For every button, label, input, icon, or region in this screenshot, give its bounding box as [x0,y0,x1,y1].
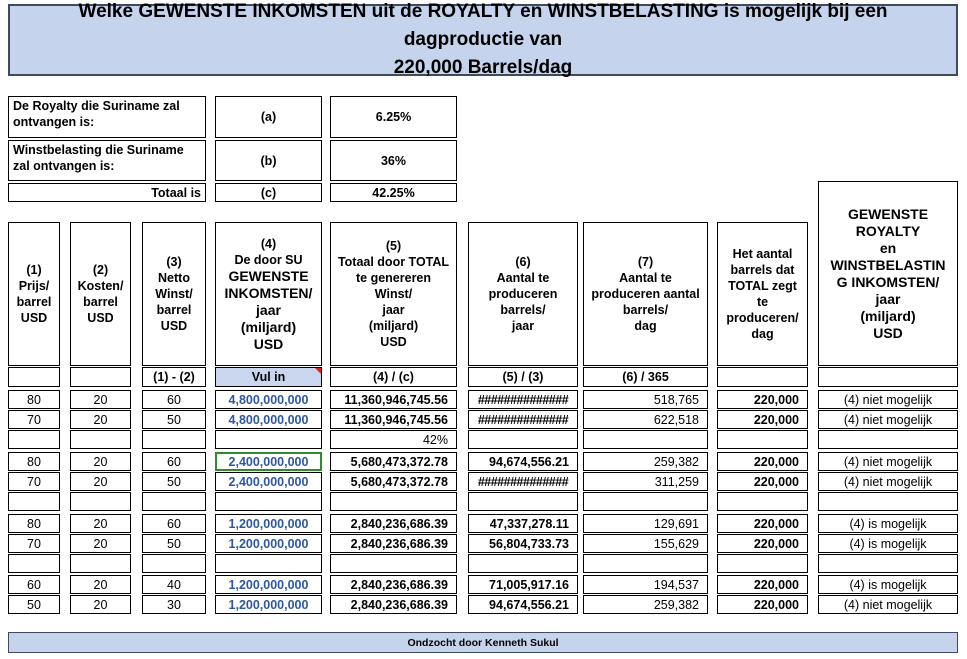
table-cell-barrels-dag[interactable]: 259,382 [583,452,708,471]
header-line: barrel [83,295,118,309]
table-cell-conclusie[interactable]: (4) is mogelijk [818,534,958,553]
table-cell-blank[interactable] [8,430,60,449]
table-cell-gewenste-inkomsten[interactable]: 4,800,000,000 [215,390,322,409]
table-cell-conclusie[interactable]: (4) is mogelijk [818,575,958,594]
header-line: WINSTBELASTIN [830,256,946,273]
header-line: (1) [26,263,42,277]
table-cell-blank[interactable] [215,554,322,573]
table-cell-prijs[interactable]: 80 [8,452,60,471]
table-cell-total-barrels-dag[interactable]: 220,000 [717,390,808,409]
table-cell-blank[interactable] [8,492,60,511]
header-barrels-jaar [468,222,578,366]
header-line: TOTAL zegt [728,279,797,293]
header-line: (miljard) [240,318,297,335]
table-cell-kosten[interactable]: 20 [70,595,131,614]
table-cell-blank[interactable] [818,554,958,573]
header-line: barrels/ [622,303,669,317]
header-line: produceren/ [726,311,799,325]
table-cell-total-barrels-dag[interactable]: 220,000 [717,595,808,614]
table-cell-total-barrels-dag[interactable]: 220,000 [717,575,808,594]
param-value-royalty[interactable]: 6.25% [330,96,457,138]
header-line: (2) [92,263,109,277]
table-cell-blank[interactable] [330,492,457,511]
formula-barrels-dag: (6) / 365 [583,367,708,387]
table-cell-blank[interactable] [468,554,578,573]
header-line: produceren [488,287,558,301]
header-gewenste-inkomsten [215,222,322,366]
param-code-a: (a) [215,96,322,138]
table-cell-barrels-jaar[interactable]: ############## [468,472,578,491]
header-line: dag [751,327,774,341]
param-value-winstbelasting[interactable]: 36% [330,140,457,181]
header-line: produceren aantal [591,287,700,301]
table-cell-gewenste-inkomsten[interactable]: 2,400,000,000 [215,452,322,471]
header-line: USD [160,319,188,333]
table-cell-prijs[interactable]: 70 [8,410,60,429]
table-cell-kosten[interactable]: 20 [70,390,131,409]
table-cell-netto-winst[interactable]: 60 [142,514,206,533]
table-cell-conclusie[interactable]: (4) is mogelijk [818,514,958,533]
table-cell-blank[interactable] [215,492,322,511]
table-cell-blank[interactable] [330,554,457,573]
header-line: (6) [515,255,531,269]
header-line: (3) [166,255,182,269]
table-cell-blank[interactable] [468,430,578,449]
table-cell-totaal-winst[interactable]: 5,680,473,372.78 [330,452,457,471]
table-cell-netto-winst[interactable]: 40 [142,575,206,594]
title-line-1: Welke GEWENSTE INKOMSTEN uit de ROYALTY en WINSTBELASTING is mogelijk bij een dagproductie van [78,1,888,50]
formula-barrels-jaar: (5) / (3) [468,367,578,387]
table-cell-prijs[interactable]: 80 [8,390,60,409]
table-cell-gewenste-inkomsten[interactable]: 1,200,000,000 [215,595,322,614]
header-line: (miljard) [860,307,916,324]
table-cell-barrels-dag[interactable]: 194,537 [583,575,708,594]
table-cell-blank[interactable] [583,492,708,511]
table-cell-totaal-winst[interactable]: 11,360,946,745.56 [330,410,457,429]
table-cell-barrels-jaar[interactable]: 56,804,733.73 [468,534,578,553]
table-cell-blank[interactable] [468,492,578,511]
header-line: te genereren [355,271,432,285]
header-line: jaar [875,290,901,307]
header-line: Kosten/ [77,279,124,293]
header-line: barrel [156,303,192,317]
header-line: barrels/ [500,303,546,317]
table-cell-blank[interactable] [583,430,708,449]
table-cell-total-barrels-dag[interactable]: 220,000 [717,472,808,491]
table-cell-prijs[interactable]: 60 [8,575,60,594]
header-line: USD [20,311,48,325]
header-line: barrel [16,295,52,309]
header-netto-winst [142,222,206,366]
table-cell-blank[interactable] [215,430,322,449]
table-cell-blank[interactable] [818,492,958,511]
param-code-c: (c) [215,183,322,202]
comment-indicator-icon[interactable] [315,368,321,374]
header-line: G INKOMSTEN/ [836,273,940,290]
param-label-winstbelasting: Winstbelasting die Suriname zal ontvangen is: [8,140,206,181]
header-totaal-winst [330,222,457,366]
header-kosten [70,222,131,366]
header-prijs [8,222,60,366]
table-cell-barrels-dag[interactable]: 129,691 [583,514,708,533]
header-line: GEWENSTE [228,267,309,284]
table-cell-gewenste-inkomsten[interactable]: 2,400,000,000 [215,472,322,491]
header-line: Winst/ [155,287,193,301]
header-line: (4) [260,236,277,251]
percent-note[interactable]: 42% [330,430,457,449]
formula-kosten [70,367,131,387]
table-cell-totaal-winst[interactable]: 2,840,236,686.39 [330,534,457,553]
header-barrels-dag [583,222,708,366]
header-line: De door SU [234,252,303,267]
table-cell-blank[interactable] [717,492,808,511]
header-line: Netto [158,271,190,285]
table-cell-prijs[interactable]: 70 [8,534,60,553]
header-line: GEWENSTE [847,205,929,222]
table-cell-totaal-winst[interactable]: 2,840,236,686.39 [330,575,457,594]
table-cell-barrels-jaar[interactable]: 94,674,556.21 [468,452,578,471]
table-cell-totaal-winst[interactable]: 2,840,236,686.39 [330,514,457,533]
table-cell-blank[interactable] [583,554,708,573]
header-line: ROYALTY [855,222,921,239]
header-line: te [756,295,769,309]
header-line: INKOMSTEN/ [224,284,313,301]
header-line: en [879,239,897,256]
table-cell-kosten[interactable]: 20 [70,410,131,429]
header-line: dag [634,319,657,333]
header-line: Aantal te [496,271,550,285]
table-cell-netto-winst[interactable]: 50 [142,410,206,429]
formula-netto-winst: (1) - (2) [142,367,206,387]
table-cell-barrels-dag[interactable]: 622,518 [583,410,708,429]
table-cell-conclusie[interactable]: (4) niet mogelijk [818,595,958,614]
header-line: jaar [382,303,405,317]
table-cell-barrels-jaar[interactable]: 94,674,556.21 [468,595,578,614]
table-cell-barrels-jaar[interactable]: ############## [468,410,578,429]
header-total-barrels-dag [717,222,808,366]
table-cell-kosten[interactable]: 20 [70,452,131,471]
table-cell-totaal-winst[interactable]: 2,840,236,686.39 [330,595,457,614]
table-cell-prijs[interactable]: 50 [8,595,60,614]
table-cell-blank[interactable] [142,554,206,573]
table-cell-gewenste-inkomsten[interactable]: 4,800,000,000 [215,410,322,429]
title-line-2: 220,000 Barrels/dag [393,57,573,78]
formula-totaal-winst: (4) / (c) [330,367,457,387]
table-cell-blank[interactable] [717,430,808,449]
table-cell-netto-winst[interactable]: 50 [142,534,206,553]
header-line: (7) [637,255,654,269]
table-cell-total-barrels-dag[interactable]: 220,000 [717,452,808,471]
table-cell-blank[interactable] [717,554,808,573]
table-cell-netto-winst[interactable]: 60 [142,390,206,409]
page-title-banner [8,1,958,78]
table-cell-gewenste-inkomsten[interactable]: 1,200,000,000 [215,575,322,594]
table-cell-kosten[interactable]: 20 [70,472,131,491]
param-label-totaal: Totaal is [8,183,206,202]
header-line: jaar [511,319,535,333]
table-cell-barrels-dag[interactable]: 155,629 [583,534,708,553]
param-code-b: (b) [215,140,322,181]
header-line: Winst/ [374,287,413,301]
table-cell-netto-winst[interactable]: 30 [142,595,206,614]
table-cell-total-barrels-dag[interactable]: 220,000 [717,410,808,429]
table-cell-kosten[interactable]: 20 [70,575,131,594]
table-cell-barrels-jaar[interactable]: 47,337,278.11 [468,514,578,533]
table-cell-barrels-jaar[interactable]: 71,005,917.16 [468,575,578,594]
table-cell-totaal-winst[interactable]: 11,360,946,745.56 [330,390,457,409]
table-cell-conclusie[interactable]: (4) niet mogelijk [818,390,958,409]
table-cell-total-barrels-dag[interactable]: 220,000 [717,514,808,533]
table-cell-gewenste-inkomsten[interactable]: 1,200,000,000 [215,514,322,533]
header-line: USD [87,311,114,325]
table-cell-barrels-dag[interactable]: 518,765 [583,390,708,409]
table-cell-blank[interactable] [70,554,131,573]
header-line: jaar [256,301,281,318]
table-cell-barrels-dag[interactable]: 259,382 [583,595,708,614]
table-cell-prijs[interactable]: 80 [8,514,60,533]
header-line: USD [253,335,284,352]
table-cell-blank[interactable] [818,430,958,449]
header-line: USD [873,324,903,341]
table-cell-total-barrels-dag[interactable]: 220,000 [717,534,808,553]
table-cell-netto-winst[interactable]: 50 [142,472,206,491]
formula-conclusie [818,367,958,387]
table-cell-barrels-jaar[interactable]: ############## [468,390,578,409]
table-cell-kosten[interactable]: 20 [70,514,131,533]
header-line: Totaal door TOTAL [337,255,450,269]
table-cell-blank[interactable] [70,492,131,511]
header-line: (5) [385,239,402,253]
table-cell-netto-winst[interactable]: 60 [142,452,206,471]
table-cell-conclusie[interactable]: (4) niet mogelijk [818,472,958,491]
table-cell-prijs[interactable]: 70 [8,472,60,491]
header-line: Aantal te [619,271,672,285]
table-cell-barrels-dag[interactable]: 311,259 [583,472,708,491]
param-value-totaal[interactable]: 42.25% [330,183,457,202]
table-cell-gewenste-inkomsten[interactable]: 1,200,000,000 [215,534,322,553]
table-cell-blank[interactable] [8,554,60,573]
header-line: barrels dat [730,263,795,277]
formula-prijs [8,367,60,387]
header-line: Prijs/ [18,279,50,293]
footer-credit: Ondzocht door Kenneth Sukul [8,632,958,653]
table-cell-blank[interactable] [70,430,131,449]
table-cell-conclusie[interactable]: (4) niet mogelijk [818,410,958,429]
header-line: Het aantal [732,247,793,261]
formula-total-barrels-dag [717,367,808,387]
table-cell-blank[interactable] [142,430,206,449]
table-cell-conclusie[interactable]: (4) niet mogelijk [818,452,958,471]
param-label-royalty: De Royalty die Suriname zal ontvangen is: [8,96,206,138]
table-cell-totaal-winst[interactable]: 5,680,473,372.78 [330,472,457,491]
table-cell-kosten[interactable]: 20 [70,534,131,553]
header-line: USD [380,335,407,349]
header-line: (miljard) [368,319,419,333]
table-cell-blank[interactable] [142,492,206,511]
vul-in-label[interactable]: Vul in [215,367,322,387]
header-conclusie [818,181,958,366]
